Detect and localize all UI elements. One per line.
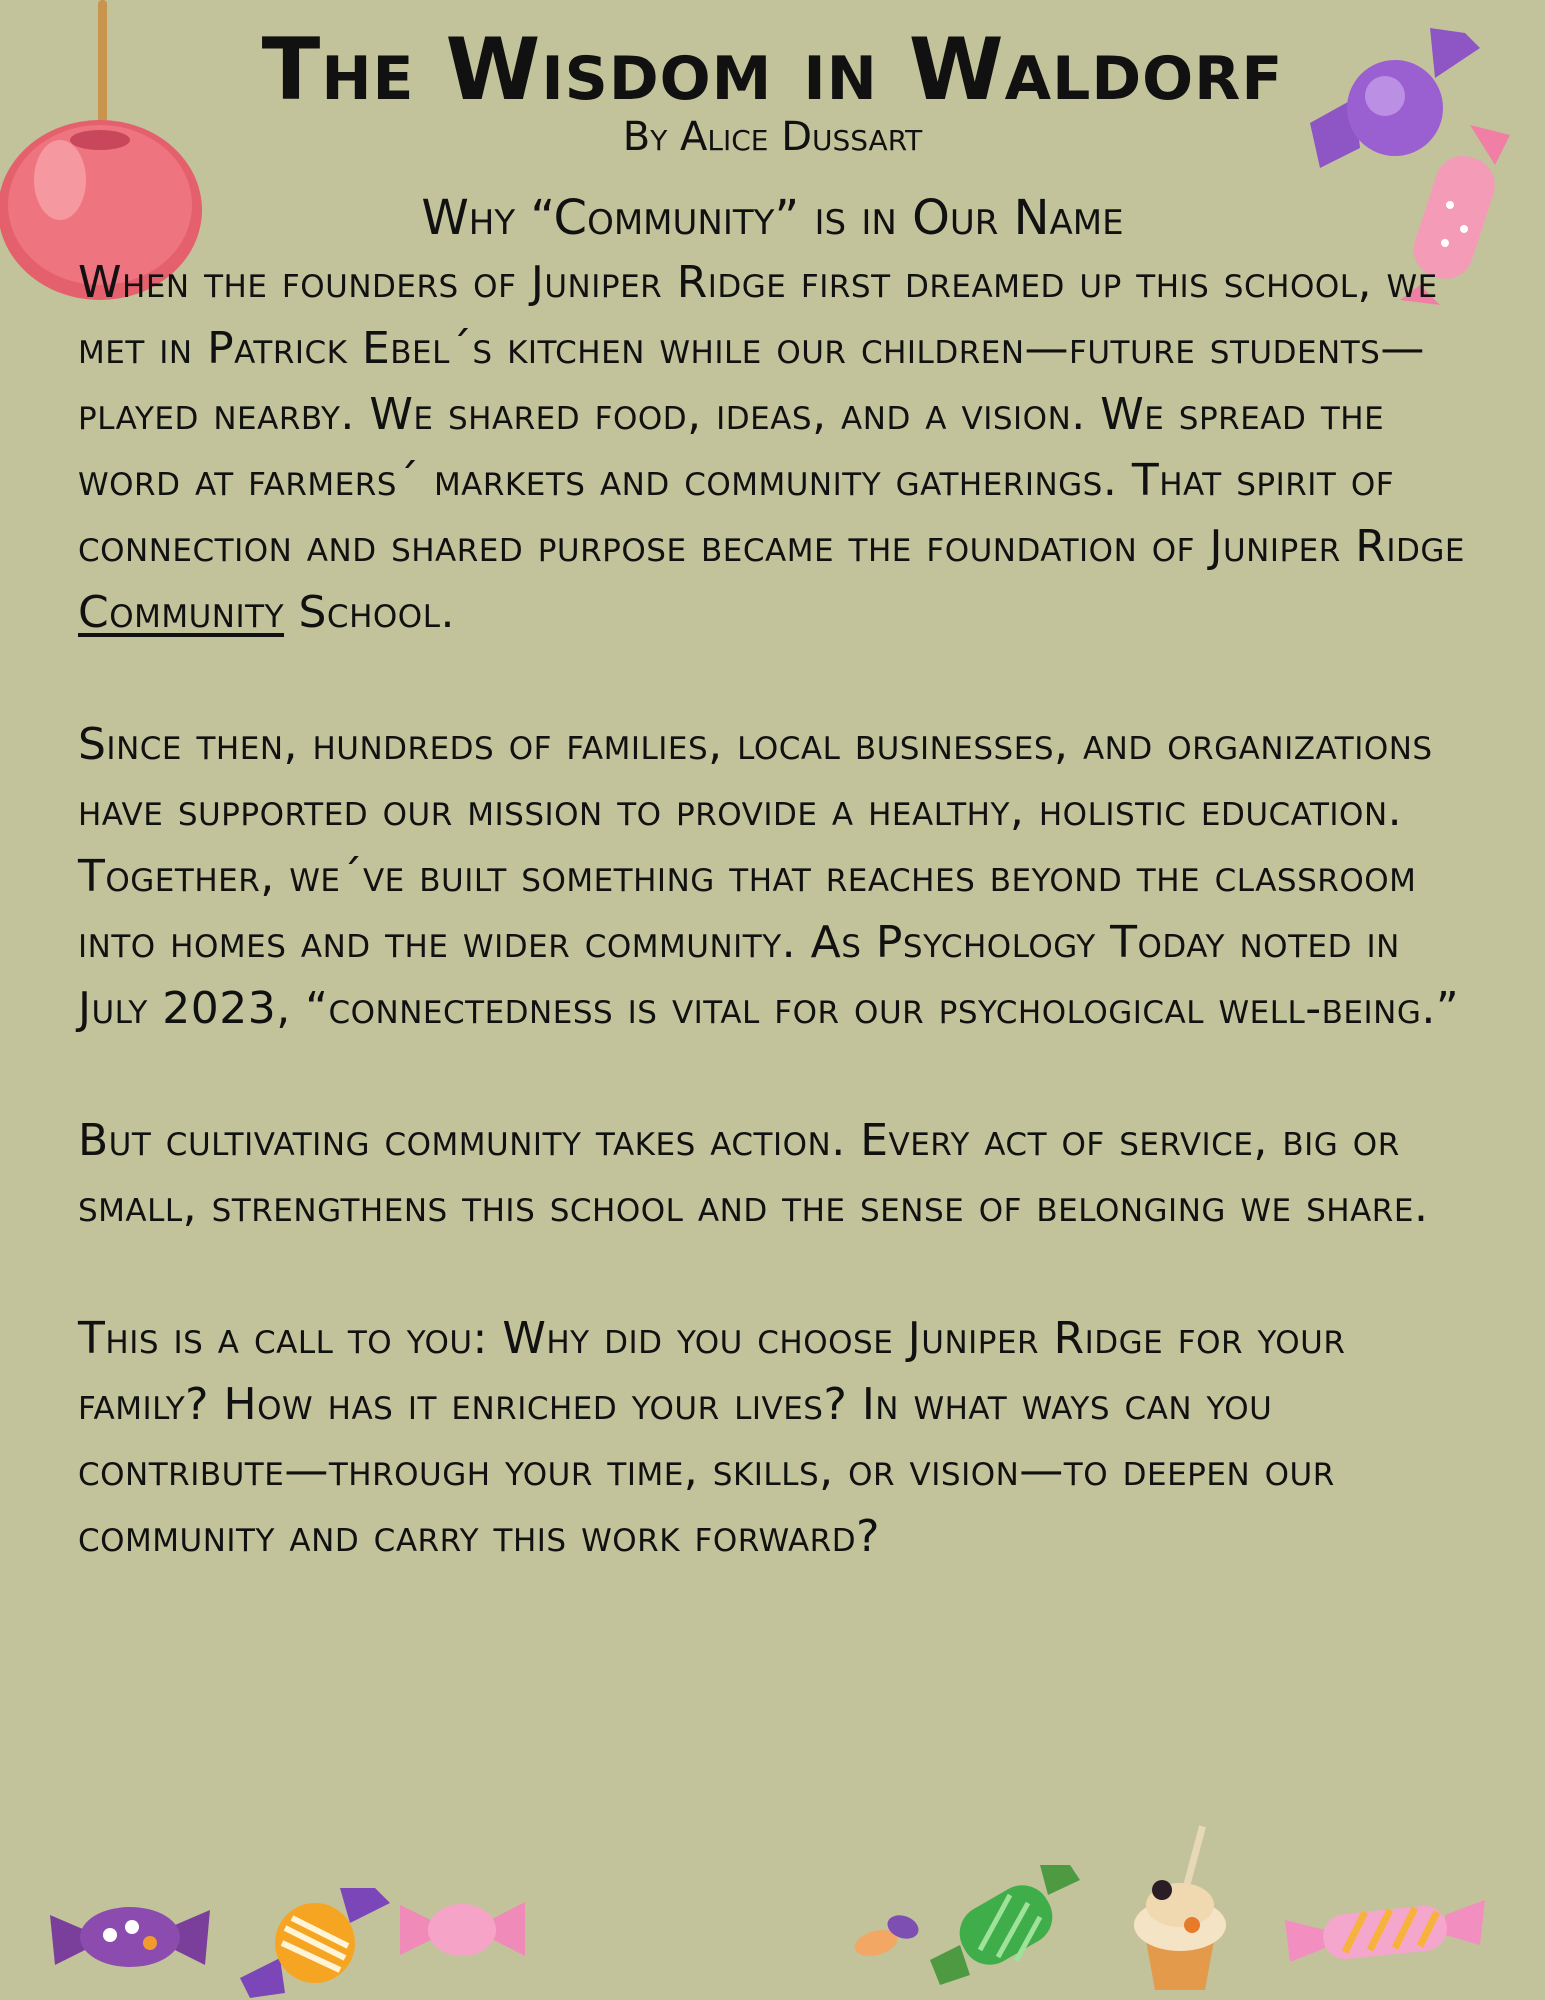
jelly-beans-icon [848,1905,928,1965]
page-title: The Wisdom in Waldorf [261,20,1284,120]
article-body [78,250,1478,1570]
green-wrapped-candy-icon [930,1865,1080,1985]
paragraph-1-text: When the founders of Juniper Ridge first dreamed up this school, we met in Patrick Ebel´s kitchen while our children—future students—played nearby. We shared food, ideas, and a vision. We spread the word at farmers´ markets and community gatherings. That spirit of connection and shared purpose became the foundation of Juniper Ridge [78,257,1465,572]
paragraph-2: Since then, hundreds of families, local businesses, and organizations have supported our mission to provide a healthy, holistic education. Together, we´ve built something that reaches beyond the classroom into homes and the wider community. As Psychology Today noted in July 2023, “connectedness is vital for our psychological well-being.” [78,719,1460,1034]
underlined-community: Community [78,587,285,638]
pink-striped-candy-icon [1285,1890,1485,1970]
halloween-cupcake-icon [1120,1825,1240,1995]
section-heading: Why “Community” is in Our Name [421,190,1124,246]
paragraph-4: This is a call to you: Why did you choose Juniper Ridge for your family? How has it enriched your lives? In what ways can you contribute—through your time, skills, or vision—to deepen our community and carry this work forward? [78,1313,1346,1562]
halloween-skull-candy-icon [50,1895,210,1975]
paragraph-3: But cultivating community takes action. Every act of service, big or small, strengthens this school and the sense of belonging we share. [78,1115,1429,1232]
pink-wrapped-candy-icon [400,1890,525,1965]
paragraph-1 [78,250,1478,646]
orange-striped-candy-icon [240,1888,390,1998]
paragraph-1-end: School. [284,587,455,638]
author-byline: By Alice Dussart [622,114,923,160]
